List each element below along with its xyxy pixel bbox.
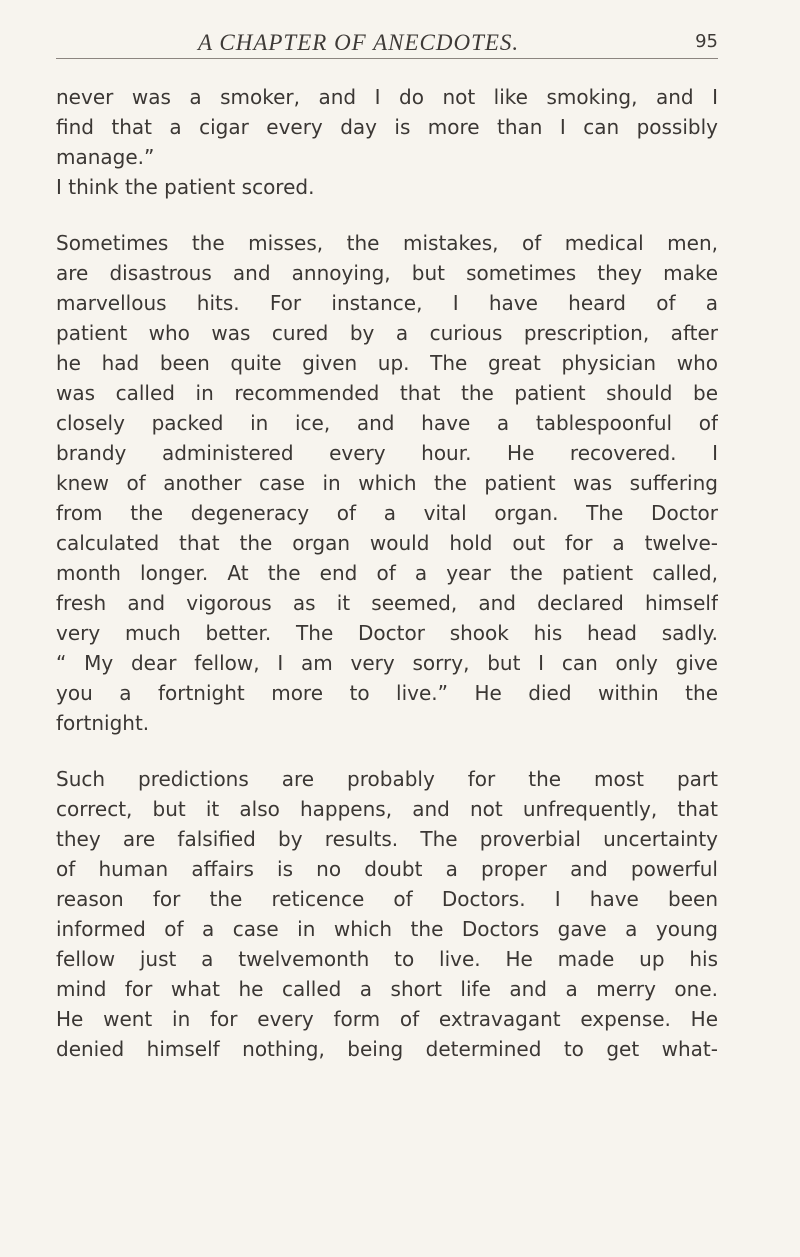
text-line: month longer. At the end of a year the patient called, [56,561,718,585]
text-line: patient who was cured by a curious prescription, after [56,321,718,345]
paragraph-3 [56,228,718,738]
text-line: I think the patient scored. [56,175,315,199]
text-line: he had been quite given up. The great physician who [56,351,718,375]
text-line: of human affairs is no doubt a proper and powerful [56,857,718,881]
paragraph-1 [56,82,718,172]
text-line: fellow just a twelvemonth to live. He made up his [56,947,718,971]
text-line: find that a cigar every day is more than I can possibly [56,115,718,139]
text-line: are disastrous and annoying, but sometimes they make [56,261,718,285]
text-line: mind for what he called a short life and a merry one. [56,977,718,1001]
text-line: very much better. The Doctor shook his head sadly. [56,621,718,645]
text-line: from the degeneracy of a vital organ. The Doctor [56,501,718,525]
paragraph-2 [56,172,718,202]
text-line: correct, but it also happens, and not unfrequently, that [56,797,718,821]
text-line: manage.” [56,145,155,169]
text-line: fortnight. [56,711,150,735]
paragraph-4 [56,764,718,1064]
text-line: closely packed in ice, and have a tablespoonful of [56,411,718,435]
text-line: was called in recommended that the patient should be [56,381,718,405]
text-line: you a fortnight more to live.” He died within the [56,681,718,705]
body-text [56,82,718,1064]
text-line: never was a smoker, and I do not like smoking, and I [56,85,718,109]
text-line: marvellous hits. For instance, I have heard of a [56,291,718,315]
text-line: they are falsified by results. The proverbial uncertainty [56,827,718,851]
text-line: brandy administered every hour. He recovered. I [56,441,718,465]
text-line: informed of a case in which the Doctors gave a young [56,917,718,941]
paragraph-gap [56,738,718,764]
text-line: reason for the reticence of Doctors. I have been [56,887,718,911]
text-line: He went in for every form of extravagant expense. He [56,1007,718,1031]
page-header [56,26,718,59]
text-line: knew of another case in which the patient was suffering [56,471,718,495]
text-line: fresh and vigorous as it seemed, and declared himself [56,591,718,615]
text-line: Sometimes the misses, the mistakes, of medical men, [56,231,718,255]
text-line: Such predictions are probably for the most part [56,767,718,791]
paragraph-gap [56,202,718,228]
text-line: “ My dear fellow, I am very sorry, but I can only give [56,651,718,675]
page-number: 95 [695,31,718,52]
text-line: denied himself nothing, being determined to get what- [56,1037,718,1061]
running-title: A CHAPTER OF ANECDOTES. [198,30,520,55]
text-line: calculated that the organ would hold out for a twelve- [56,531,718,555]
